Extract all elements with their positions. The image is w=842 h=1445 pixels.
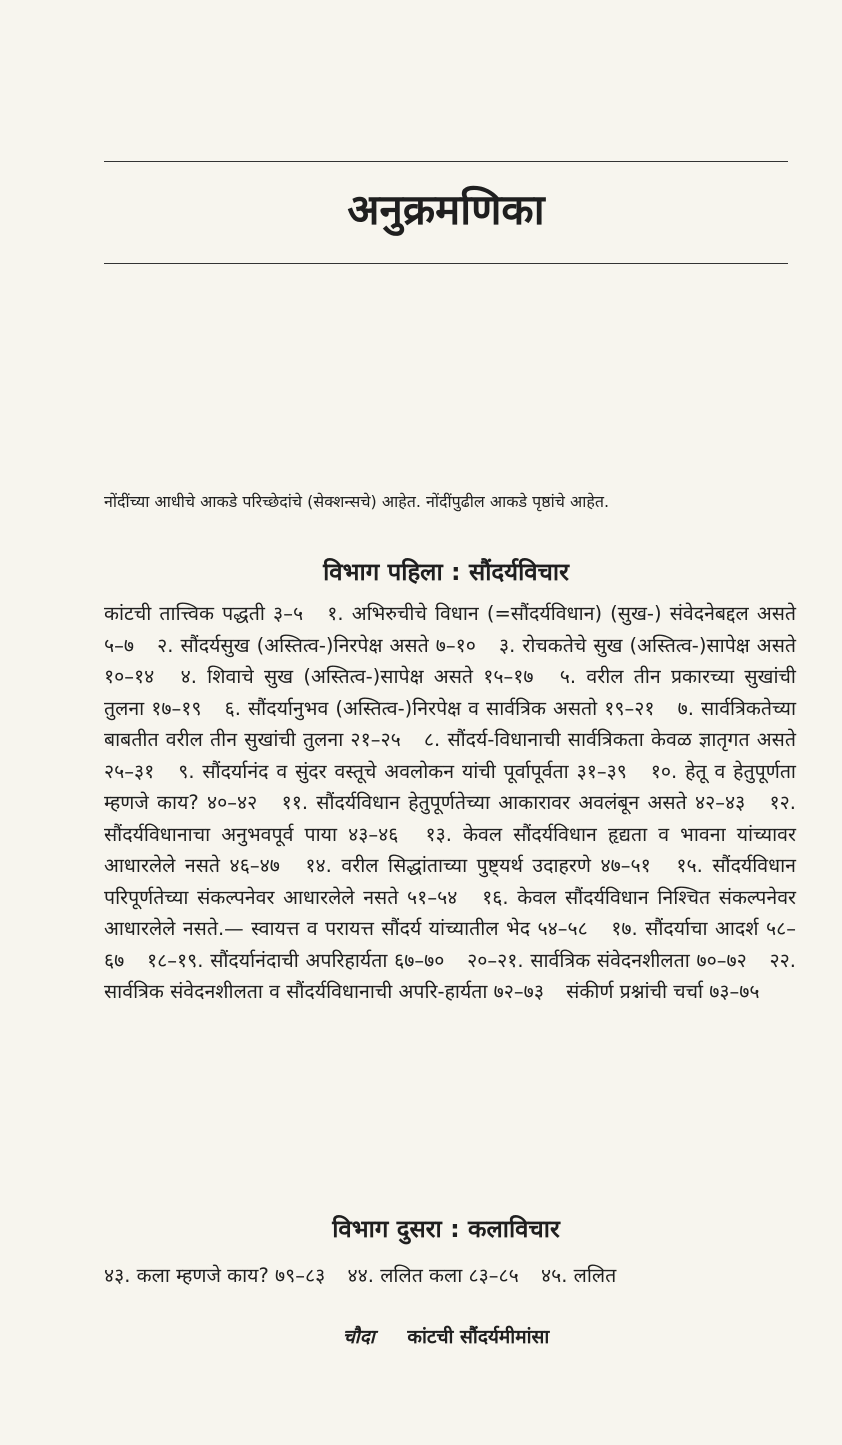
section-2-entries — [104, 1260, 796, 1292]
section-1-heading: विभाग पहिला : सौंदर्यविचार — [323, 558, 569, 586]
index-entry: ४५. ललित — [540, 1264, 617, 1287]
index-entry: १३. केवल सौंदर्यविधान हृद्यता व भावना यांच्यावर आधारलेले नसते ४६–४७ — [104, 822, 796, 877]
index-entry: १७. सौंदर्याचा आदर्श ५८–६७ — [104, 917, 797, 972]
section-1-entries — [104, 598, 796, 1008]
index-entry: २०–२१. सार्वत्रिक संवेदनशीलता ७०–७२ — [467, 948, 747, 972]
page-number: चौदा — [342, 1326, 375, 1348]
index-entry: १२. सौंदर्यविधानाचा अनुभवपूर्व पाया ४३–४६ — [104, 791, 796, 846]
index-entry: १६. केवल सौंदर्यविधान निश्चित संकल्पनेवर आधारलेले नसते.— स्वायत्त व परायत्त सौंदर्य यांच्यातील भेद ५४–५८ — [104, 885, 797, 940]
index-entry: १. अभिरुचीचे विधान (=सौंदर्यविधान) (सुख-) संवेदनेबद्दल असते ५–७ — [104, 602, 797, 657]
index-entry: १५. सौंदर्यविधान परिपूर्णतेच्या संकल्पनेवर आधारलेले नसते ५१–५४ — [104, 854, 796, 909]
top-rule — [104, 161, 788, 162]
index-entry: १८–१९. सौंदर्यानंदाची अपरिहार्यता ६७–७० — [146, 948, 445, 972]
index-entry: ४४. ललित कला ८३–८५ — [347, 1264, 519, 1287]
index-entry: १४. वरील सिद्धांताच्या पुष्ट्यर्थ उदाहरणे ४७–५१ — [305, 854, 651, 877]
bottom-rule — [104, 263, 788, 264]
index-entry: कांटची तात्त्विक पद्धती ३–५ — [104, 602, 304, 625]
running-title: कांटची सौंदर्यमीमांसा — [407, 1326, 550, 1348]
index-entry: २२. सार्वत्रिक संवेदनशीलता व सौंदर्यविधानाची अपरि-हार्यता ७२–७३ — [104, 948, 796, 1003]
section-2-heading: विभाग दुसरा : कलाविचार — [332, 1215, 560, 1243]
page-title: अनुक्रमणिका — [347, 185, 545, 234]
index-entry: संकीर्ण प्रश्नांची चर्चा ७३–७५ — [566, 980, 760, 1003]
index-entry: ११. सौंदर्यविधान हेतुपूर्णतेच्या आकारावर अवलंबून असते ४२–४३ — [281, 791, 746, 814]
index-entry: ४. शिवाचे सुख (अस्तित्व-)सापेक्ष असते १५–१७ — [180, 665, 534, 688]
index-entry: २. सौंदर्यसुख (अस्तित्व-)निरपेक्ष असते ७–१० — [157, 633, 476, 657]
index-entry: ७. सार्वत्रिकतेच्या बाबतीत वरील तीन सुखांची तुलना २१–२५ — [104, 696, 797, 751]
index-note: नोंदींच्या आधीचे आकडे परिच्छेदांचे (सेक्शन्सचे) आहेत. नोंदींपुढील आकडे पृष्ठांचे आहेत. — [104, 492, 610, 511]
index-entry: ४३. कला म्हणजे काय? ७९–८३ — [104, 1264, 326, 1287]
index-entry: ५. वरील तीन प्रकारच्या सुखांची तुलना १७–१९ — [104, 665, 796, 720]
index-entry: ९. सौंदर्यानंद व सुंदर वस्तूचे अवलोकन यांची पूर्वापूर्वता ३१–३९ — [178, 759, 627, 783]
index-entry: १०. हेतू व हेतुपूर्णता म्हणजे काय? ४०–४२ — [104, 759, 796, 814]
index-entry: ८. सौंदर्य-विधानाची सार्वत्रिकता केवळ ज्ञातृगत असते २५–३१ — [104, 728, 796, 783]
index-entry: ३. रोचकतेचे सुख (अस्तित्व-)सापेक्ष असते १०–१४ — [104, 633, 797, 688]
page-footer — [104, 1323, 788, 1349]
index-entry: ६. सौंदर्यानुभव (अस्तित्व-)निरपेक्ष व सार्वत्रिक असतो १९–२१ — [224, 696, 655, 720]
